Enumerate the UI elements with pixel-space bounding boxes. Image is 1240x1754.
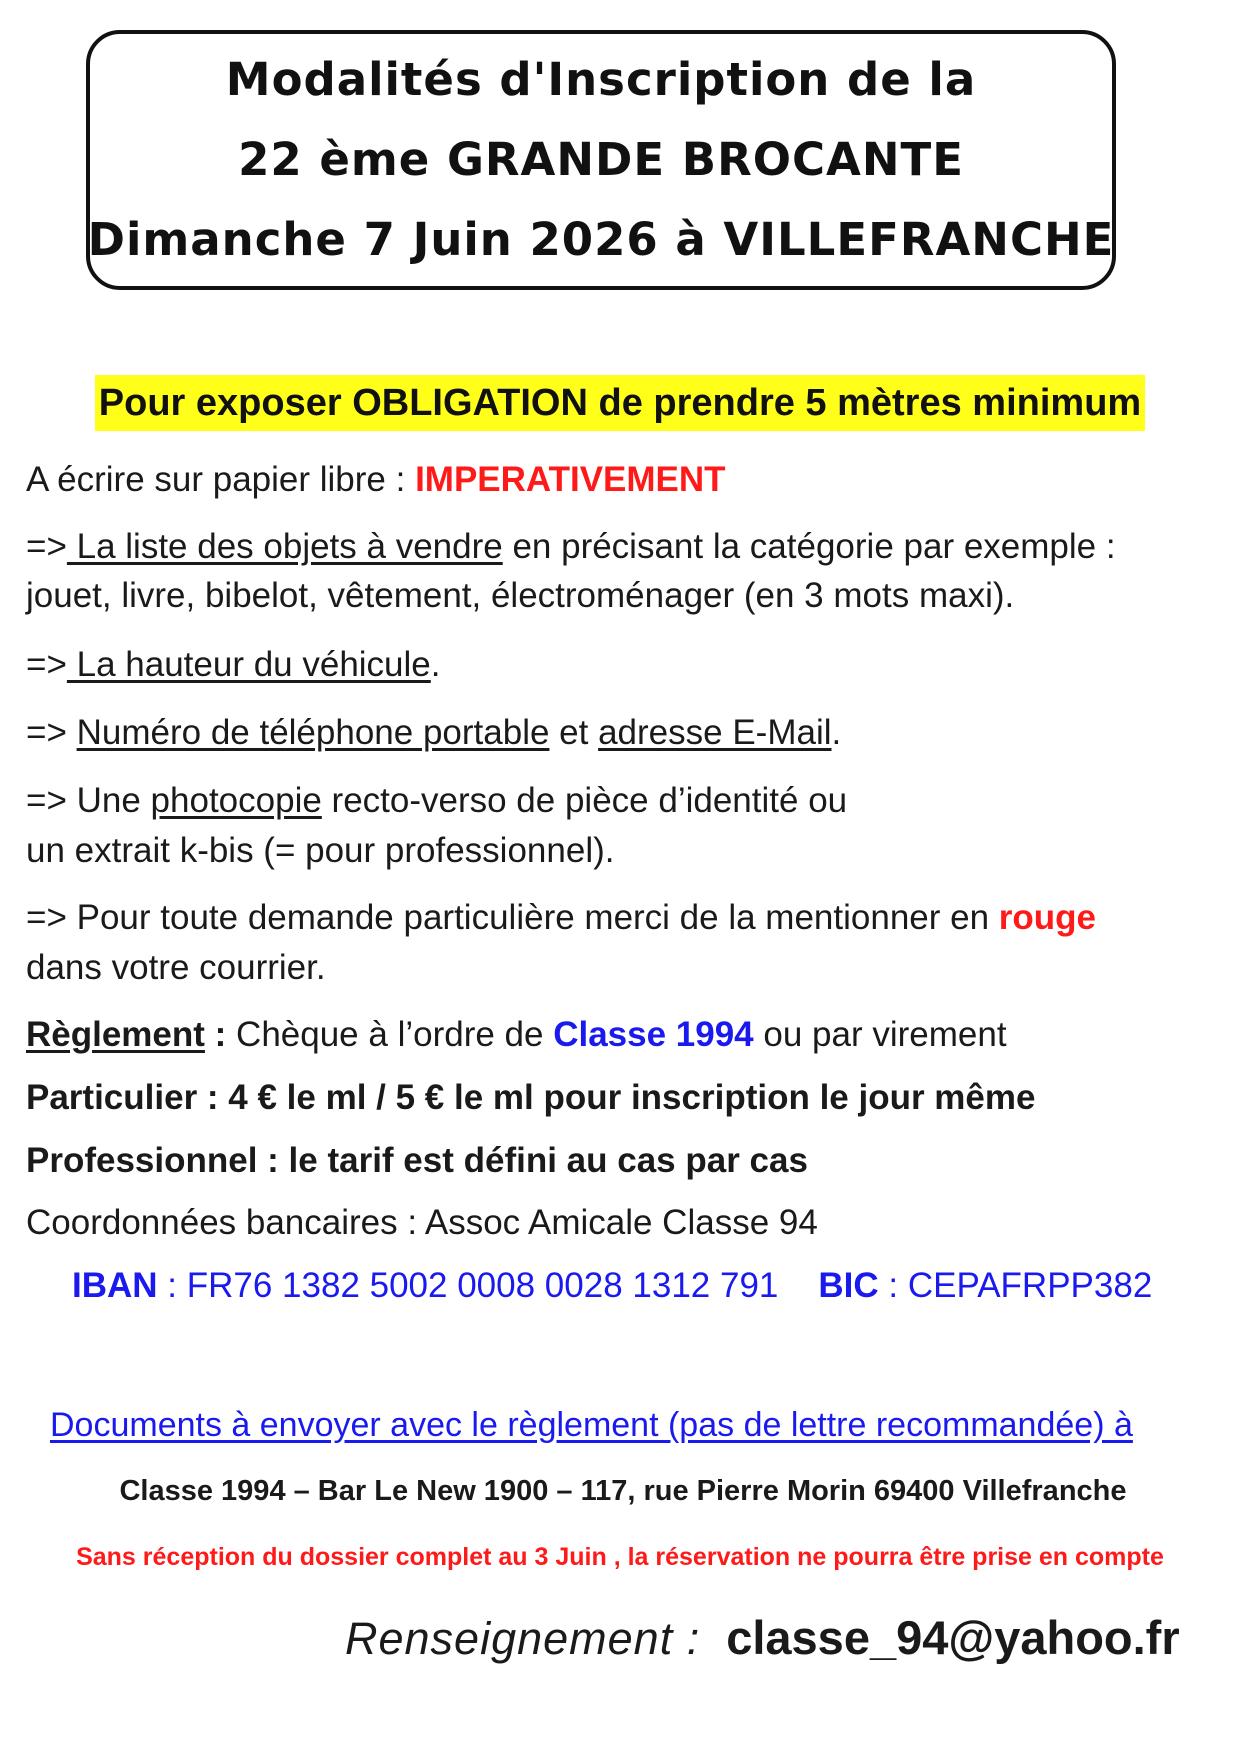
bic-value: : CEPAFRPP382	[878, 1266, 1153, 1305]
tarif-particulier: Particulier : 4 € le ml / 5 € le ml pour inscription le jour même	[26, 1078, 1036, 1117]
documents-link: Documents à envoyer avec le règlement (pas de lettre recommandée) à	[50, 1406, 1133, 1444]
item-demande	[26, 893, 1096, 943]
tarif-professionnel: Professionnel : le tarif est défini au cas par cas	[26, 1141, 808, 1180]
title-line-2: 22 ème GRANDE BROCANTE	[238, 133, 964, 186]
liste-objets-rest: en précisant la catégorie par exemple :	[502, 527, 1116, 566]
contact-rest: .	[831, 713, 842, 752]
reglement-label: Règlement	[26, 1015, 205, 1054]
reglement-text: Chèque à l’ordre de	[236, 1015, 554, 1054]
reglement-line	[26, 1010, 1007, 1060]
title-line-3: Dimanche 7 Juin 2026 à VILLEFRANCHE	[87, 213, 1115, 266]
contact-mid: et	[549, 713, 599, 752]
demande-text: => Pour toute demande particulière merci de la mentionner en	[26, 898, 999, 937]
demande-emphasis: rouge	[998, 898, 1097, 937]
item-contact	[26, 708, 841, 758]
reglement-rest: ou par virement	[753, 1015, 1007, 1054]
adresse: Classe 1994 – Bar Le New 1900 – 117, rue Pierre Morin 69400 Villefranche	[119, 1475, 1127, 1507]
intro-line	[26, 455, 726, 505]
obligation-text: Pour exposer OBLIGATION de prendre 5 mètres minimum	[95, 375, 1145, 431]
coordonnees-bancaires: Coordonnées bancaires : Assoc Amicale Classe 94	[26, 1203, 818, 1242]
item-identite-line2: un extrait k-bis (= pour professionnel).	[26, 831, 615, 870]
photocopie-label: photocopie	[150, 781, 322, 820]
beneficiary: Classe 1994	[553, 1015, 754, 1054]
iban-label: IBAN	[72, 1266, 158, 1305]
avertissement: Sans réception du dossier complet au 3 Juin , la réservation ne pourra être prise en compte	[76, 1543, 1164, 1571]
item-arrow: =>	[26, 527, 67, 566]
item-liste-line2: jouet, livre, bibelot, vêtement, électroménager (en 3 mots maxi).	[26, 576, 1015, 615]
title-box	[86, 30, 1116, 290]
telephone-label: Numéro de téléphone portable	[76, 713, 550, 752]
title-line-1: Modalités d'Inscription de la	[225, 53, 977, 106]
hauteur-rest: .	[430, 645, 441, 684]
intro-emphasis: IMPERATIVEMENT	[415, 460, 726, 499]
bic-label: BIC	[818, 1266, 879, 1305]
intro-text: A écrire sur papier libre :	[26, 460, 416, 499]
item-identite	[26, 776, 847, 826]
item-hauteur	[26, 640, 441, 690]
email-label: adresse E-Mail	[598, 713, 832, 752]
identite-prefix: => Une	[26, 781, 151, 820]
obligation-banner	[0, 375, 1240, 431]
renseignement-label: Renseignement :	[345, 1613, 701, 1664]
contact-email: classe_94@yahoo.fr	[726, 1611, 1180, 1664]
item-liste	[26, 522, 1116, 572]
identite-rest: recto-verso de pièce d’identité ou	[321, 781, 848, 820]
item-arrow: =>	[26, 713, 77, 752]
renseignement-line	[345, 1607, 1180, 1674]
reglement-sep: :	[204, 1015, 237, 1054]
iban-bic-line	[72, 1261, 1152, 1311]
liste-objets-label: La liste des objets à vendre	[66, 527, 503, 566]
iban-value: : FR76 1382 5002 0008 0028 1312 791	[157, 1266, 779, 1305]
hauteur-label: La hauteur du véhicule	[66, 645, 431, 684]
item-arrow: =>	[26, 645, 67, 684]
item-demande-line2: dans votre courrier.	[26, 948, 326, 987]
